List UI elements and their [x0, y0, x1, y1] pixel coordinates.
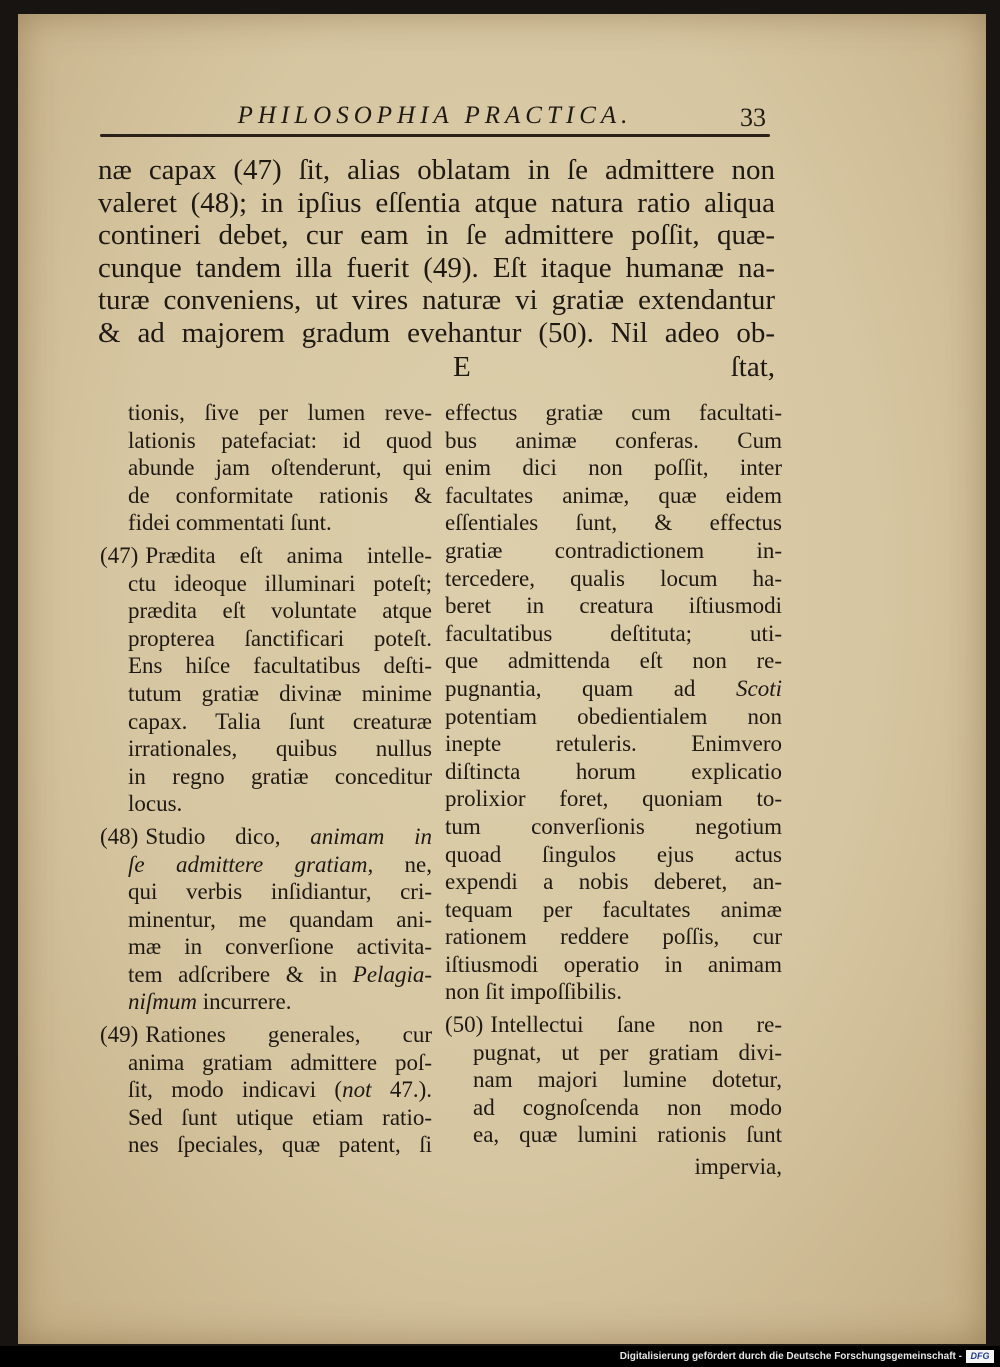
footnote-line [445, 675, 782, 703]
footnote-text: tutum gratiæ divinæ minime [128, 680, 432, 706]
signature-row [98, 351, 775, 384]
footnote-text: ſit, modo indicavi ( [128, 1077, 343, 1103]
footnote-line [128, 597, 432, 625]
footnote-marker: (49) [100, 1022, 139, 1048]
footnote-line [128, 878, 432, 906]
footnote-line [445, 482, 782, 510]
footnote-text: anima gratiam admittere poſ- [128, 1049, 432, 1075]
footnote-column-left [100, 399, 432, 1159]
footnote-line [128, 482, 432, 510]
footnote-catchword: impervia, [694, 1154, 782, 1180]
footnote-line [445, 427, 782, 455]
footnote-line [128, 790, 432, 818]
footnote-text: tequam per facultates animæ [445, 896, 782, 922]
footnote-line [445, 454, 782, 482]
main-text-line: valeret (48); in ipſius eſſentia atque natura ratio aliqua [98, 186, 775, 219]
footnote-marker: (50) [445, 1012, 484, 1038]
footnote-text: pugnat, ut per gratiam divi- [473, 1039, 782, 1065]
footnote-line [128, 1104, 432, 1132]
footnote-line [445, 951, 782, 979]
footnote-line [128, 570, 432, 598]
footnote-text: nam majori lumine dotetur, [473, 1067, 782, 1093]
signature-mark: E [453, 351, 471, 383]
footnote-line [445, 813, 782, 841]
footnote-line [128, 906, 432, 934]
footnote-line [128, 652, 432, 680]
footnote-text: ctu ideoque illuminari poteſt; [128, 570, 432, 596]
footnote-blocks [100, 399, 432, 1159]
footnote-line [473, 1039, 782, 1067]
footnote-text: non ſit impoſſibilis. [445, 979, 622, 1005]
footnote-line [473, 1094, 782, 1122]
main-text-line: & ad majorem gradum evehantur (50). Nil adeo ob- [98, 316, 775, 349]
footnote-line [128, 454, 432, 482]
footnote-line [128, 680, 432, 708]
footnote-text: ad cognoſcenda non modo [473, 1094, 782, 1120]
footnote-line [128, 1076, 432, 1104]
footnote-text: effectus gratiæ cum facultati- [445, 400, 782, 425]
footnote-marker: (48) [100, 823, 139, 849]
footnote-line [128, 427, 432, 455]
footnote-text: Intellectui ſane non re- [490, 1012, 782, 1038]
main-text-line: cunque tandem illa fuerit (49). Eſt itaque humanæ na- [98, 251, 775, 284]
footnote-text: gratiæ contradictionem in- [445, 537, 782, 563]
footnote-text: Studio dico, [145, 823, 311, 849]
footnote-text: minentur, me quandam ani- [128, 906, 432, 932]
footnote-text: 47.). [371, 1077, 432, 1103]
footnote-line [128, 988, 432, 1016]
footnote-line [128, 625, 432, 653]
footnote-line [473, 1066, 782, 1094]
footnote-line [100, 1021, 432, 1049]
footnote-italic-text: ſe admittere gratiam [128, 851, 368, 877]
main-text-line: contineri debet, cur eam in ſe admittere poſſit, quæ- [98, 219, 775, 252]
main-text [98, 154, 775, 350]
footnote-line [445, 896, 782, 924]
footnote-italic-text: Scoti [736, 675, 782, 701]
digitization-footer [0, 1346, 1000, 1367]
footnote-line [128, 933, 432, 961]
footnote-text: fidei commentati ſunt. [128, 510, 332, 536]
footnote-text: , ne, [367, 851, 432, 877]
footnote-line [445, 785, 782, 813]
header-rule [100, 134, 770, 137]
footnote-text: diſtincta horum explicatio [445, 758, 782, 784]
footnote-text: ea, quæ lumini rationis ſunt [473, 1122, 782, 1148]
footnote-text: Rationes generales, cur [145, 1022, 432, 1048]
footnote-italic-text: Pelagia- [352, 961, 432, 987]
footnote-block [445, 399, 782, 1006]
footnote-line [445, 620, 782, 648]
footnote-text: nes ſpeciales, quæ patent, ſi [128, 1132, 432, 1158]
footnote-block [100, 1021, 432, 1159]
footnote-text: qui verbis inſidiantur, cri- [128, 879, 432, 905]
main-text-line: næ capax (47) ſit, alias oblatam in ſe admittere non [98, 154, 775, 186]
footnote-text: pugnantia, quam ad [445, 675, 736, 701]
footnote-line [445, 703, 782, 731]
footnote-text: irrationales, quibus nullus [128, 736, 432, 762]
footnote-line [445, 841, 782, 869]
footnote-text: facultates animæ, quæ eidem [445, 482, 782, 508]
footnote-line [473, 1121, 782, 1149]
footnote-line [100, 823, 432, 851]
footnote-text: tem adſcribere & in [128, 961, 353, 987]
footnote-line [128, 763, 432, 791]
footnote-line [128, 735, 432, 763]
footnote-text: tum converſionis negotium [445, 813, 782, 839]
footnote-line [128, 961, 432, 989]
footnote-text: expendi a nobis deberet, an- [445, 869, 782, 895]
footnote-text: inepte retuleris. Enimvero [445, 731, 782, 757]
footnote-text: capax. Talia ſunt creaturæ [128, 708, 432, 734]
footnote-text: quoad ſingulos ejus actus [445, 841, 782, 867]
footnote-text: abunde jam oſtenderunt, qui [128, 455, 432, 481]
footnote-text: incurrere. [197, 989, 292, 1015]
footnote-marker: (47) [100, 542, 139, 568]
footnote-text: Prædita eſt anima intelle- [145, 542, 432, 568]
footnote-line [445, 730, 782, 758]
footnote-text: prolixior foret, quoniam to- [445, 786, 782, 812]
footnote-block [100, 542, 432, 818]
footnote-text: enim dici non poſſit, inter [445, 455, 782, 481]
footnote-text: iſtiusmodi operatio in animam [445, 951, 782, 977]
footnote-text: beret in creatura iſtiusmodi [445, 593, 782, 619]
footnote-text: lationis patefaciat: id quod [128, 427, 432, 453]
footnote-text: propterea ſanctificari poteſt. [128, 625, 432, 651]
footnote-text: que admittenda eſt non re- [445, 648, 782, 674]
footnote-text: tercedere, qualis locum ha- [445, 565, 782, 591]
footnote-italic-text: niſmum [128, 989, 197, 1015]
footnote-column-right [445, 399, 782, 1181]
footnote-italic-text: not [342, 1077, 372, 1103]
footnote-italic-text: animam in [310, 823, 432, 849]
page-number: 33 [740, 103, 766, 132]
footnote-line [128, 509, 432, 537]
footnote-text: tionis, ſive per lumen reve- [128, 400, 432, 425]
footnote-text: potentiam obedientialem non [445, 703, 782, 729]
footnote-line [445, 1011, 782, 1039]
footnote-line [445, 868, 782, 896]
footnote-line [445, 647, 782, 675]
footnote-text: de conformitate rationis & [128, 482, 432, 508]
footnote-line [128, 1049, 432, 1077]
footnote-line [445, 565, 782, 593]
funding-note: Digitalisierung gefördert durch die Deutsche Forschungsgemeinschaft - [619, 1351, 962, 1362]
running-title: PHILOSOPHIA PRACTICA. [237, 102, 633, 129]
footnote-text: bus animæ conferas. Cum [445, 427, 782, 453]
footnote-line [445, 923, 782, 951]
footnote-block [445, 1011, 782, 1149]
footnote-line [100, 542, 432, 570]
footnote-text: Ens hiſce facultatibus deſti- [128, 653, 432, 679]
footnote-text: mæ in converſione activita- [128, 934, 432, 960]
footnote-line [445, 758, 782, 786]
footnote-text: in regno gratiæ conceditur [128, 763, 432, 789]
footnote-block [100, 823, 432, 1016]
footnote-line [128, 399, 432, 427]
footnote-line [445, 399, 782, 427]
dfg-logo: DFG [966, 1350, 994, 1363]
catchword: ſtat, [730, 351, 775, 383]
footnote-text: facultatibus deſtituta; uti- [445, 620, 782, 646]
footnote-text: Sed ſunt utique etiam ratio- [128, 1104, 432, 1130]
footnote-blocks [445, 399, 782, 1149]
footnote-line [128, 708, 432, 736]
footnote-line [128, 851, 432, 879]
footnote-text: eſſentiales ſunt, & effectus [445, 510, 782, 536]
footnote-text: prædita eſt voluntate atque [128, 598, 432, 624]
footnote-line [128, 1131, 432, 1159]
footnote-line [445, 592, 782, 620]
footnote-text: rationem reddere poſſis, cur [445, 924, 782, 950]
footnote-line [445, 537, 782, 565]
footnote-line [445, 978, 782, 1006]
footnote-line [445, 509, 782, 537]
footnote-text: locus. [128, 791, 183, 817]
main-text-line: turæ conveniens, ut vires naturæ vi gratiæ extendantur [98, 284, 775, 317]
footnote-block [100, 399, 432, 537]
